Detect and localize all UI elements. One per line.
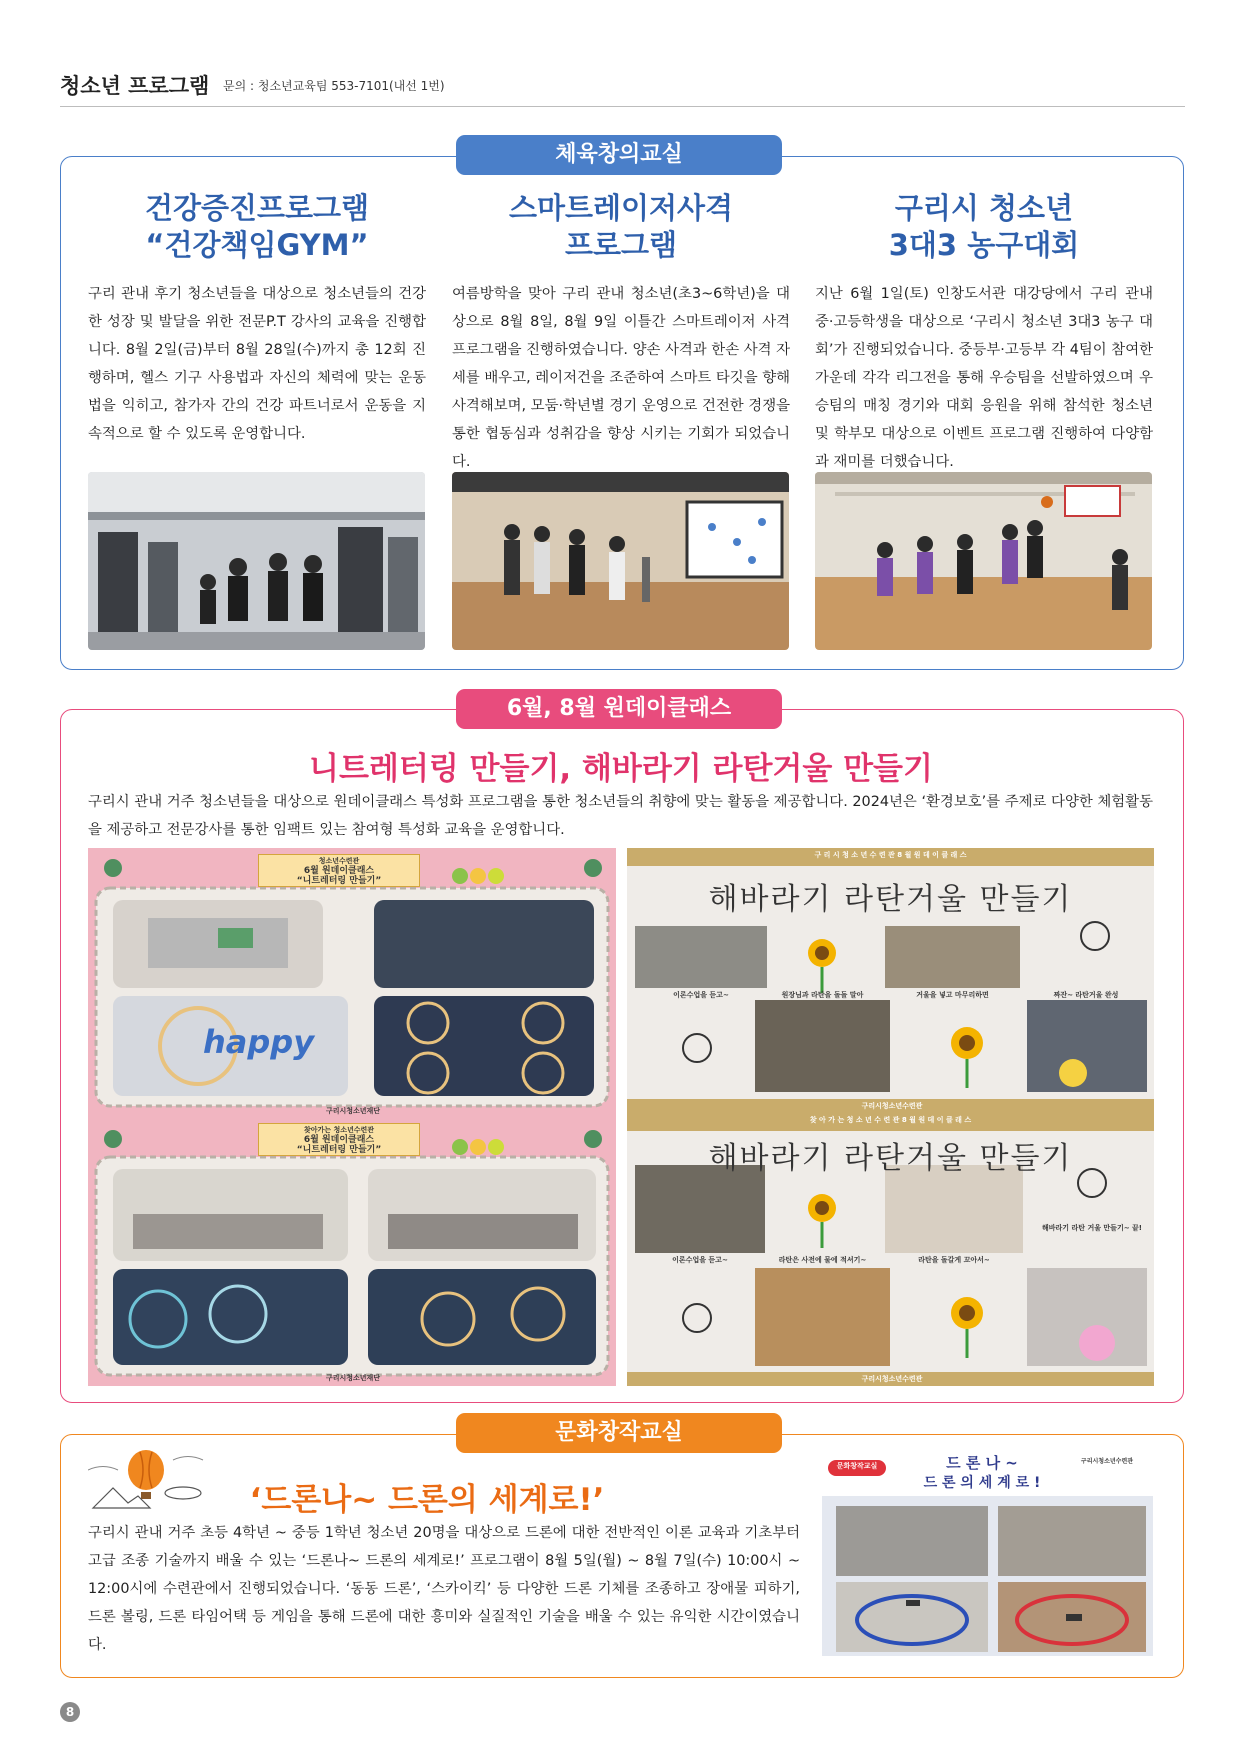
culture-section-tag: 문화창작교실 bbox=[456, 1413, 782, 1453]
rattan-mirror-poster-2 bbox=[627, 1113, 1154, 1386]
rattan-poster-1-caption-3: 거울을 넣고 마무리하면 bbox=[916, 991, 989, 999]
rattan-poster-1-title: 해바라기 라탄거울 만들기 bbox=[708, 882, 1073, 917]
knit-poster-2-banner-line1: 찾아가는 청소년수련관 bbox=[303, 1126, 375, 1134]
rattan-poster-2-caption-3: 라탄을 돌갈게 꼬아서~ bbox=[918, 1256, 990, 1264]
knit-poster-1-banner-line2: 6월 원데이클래스 bbox=[303, 866, 375, 876]
drone-program-title: ‘드론나~ 드론의 세계로!’ bbox=[249, 1482, 605, 1518]
drone-banner-poster bbox=[822, 1448, 1153, 1656]
page-number: 8 bbox=[60, 1702, 80, 1722]
gym-photo bbox=[88, 472, 425, 650]
knit-poster-2-banner-line2: 6월 원데이클래스 bbox=[303, 1135, 375, 1145]
rattan-poster-2-top: 찾 아 가 는 청 소 년 수 련 관 8 월 원 데 이 클 래 스 bbox=[809, 1116, 972, 1124]
knit-poster-1-logo: 구리시청소년재단 bbox=[325, 1107, 381, 1115]
gym-program-title-2: “건강책임GYM” bbox=[145, 228, 369, 262]
laser-program-title-2: 프로그램 bbox=[564, 228, 678, 262]
rattan-poster-1-caption-1: 이론수업을 듣고~ bbox=[673, 991, 729, 999]
basketball-program-title-1: 구리시 청소년 bbox=[894, 191, 1074, 225]
knit-poster-1-banner bbox=[258, 854, 420, 887]
laser-program-title-1: 스마트레이저사격 bbox=[508, 191, 734, 225]
rattan-poster-1-caption-2: 원장님과 라탄을 돌돌 말아 bbox=[781, 991, 864, 999]
laser-program bbox=[452, 190, 790, 476]
knit-lettering-poster-2 bbox=[88, 1119, 616, 1386]
rattan-poster-1-logo: 구리시청소년수련관 bbox=[861, 1102, 923, 1110]
basketball-program-text: 지난 6월 1일(토) 인창도서관 대강당에서 구리 관내 중·고등학생을 대상으로 ‘구리시 청소년 3대3 농구 대회’가 진행되었습니다. 중등부·고등부 각 4팀이 참여한 가운데 각각 리그전을 통해 우승팀을 선발하였으며 우승팀의 매칭 경기와 대회 응원을 위해 참석한 청소년 및 학부모 대상으로 이벤트 프로그램 진행하여 다양함과 재미를 더했습니다. bbox=[815, 286, 1153, 470]
rattan-poster-2-logo: 구리시청소년수련관 bbox=[861, 1375, 923, 1383]
oneday-title: 니트레터링 만들기, 해바라기 라탄거울 만들기 bbox=[309, 751, 933, 787]
knit-poster-1-banner-line1: 청소년수련관 bbox=[318, 857, 360, 865]
rattan-poster-2-caption-1: 이론수업을 듣고~ bbox=[672, 1256, 728, 1264]
rattan-poster-2-title: 해바라기 라탄거울 만들기 bbox=[708, 1141, 1073, 1176]
drone-banner-line1: 드 론 나 ~ bbox=[946, 1454, 1018, 1472]
drone-program-text: 구리시 관내 거주 초등 4학년 ~ 중등 1학년 청소년 20명을 대상으로 드론에 대한 전반적인 이론 교육과 기초부터 고급 조종 기술까지 배울 수 있는 ‘드론나~ 드론의 세계로!’ 프로그램이 8월 5일(월) ~ 8월 7일(수) 10:00시 ~ 12:00시에 수련관에서 진행되었습니다. ‘동동 드론’, ‘스카이킥’ 등 다양한 드론 기체를 조종하고 장애물 피하기, 드론 볼링, 드론 타임어택 등 게임을 통해 드론에 대한 흥미와 실질적인 기술을 배울 수 있는 유익한 시간이였습니다. bbox=[88, 1525, 800, 1653]
rattan-poster-1-caption-4: 짜잔~ 라탄거울 완성 bbox=[1053, 991, 1119, 999]
oneday-section-tag: 6월, 8월 원데이클래스 bbox=[456, 689, 782, 729]
knit-poster-2-banner bbox=[258, 1123, 420, 1156]
knit-poster-1-word: happy bbox=[203, 1023, 315, 1061]
drone-banner-logo: 구리시청소년수련관 bbox=[1080, 1458, 1134, 1465]
contact-info: 문의 : 청소년교육팀 553-7101(내선 1번) bbox=[223, 79, 445, 93]
laser-photo bbox=[452, 472, 789, 650]
knit-poster-1-banner-line3: “니트레터링 만들기” bbox=[296, 876, 382, 886]
page-header bbox=[60, 66, 1185, 107]
knit-poster-2-logo: 구리시청소년재단 bbox=[325, 1374, 381, 1382]
gym-program bbox=[88, 190, 426, 448]
gym-program-text: 구리 관내 후기 청소년들을 대상으로 청소년들의 건강한 성장 및 발달을 위한 전문P.T 강사의 교육을 진행합니다. 8월 2일(금)부터 8월 28일(수)까지 총 12회 진행하며, 헬스 기구 사용법과 자신의 체력에 맞는 운동법을 익히고, 참가자 간의 건강 파트너로서 운동을 지속적으로 할 수 있도록 운영합니다. bbox=[88, 286, 426, 442]
sports-section-tag: 체육창의교실 bbox=[456, 135, 782, 175]
knit-poster-2-banner-line3: “니트레터링 만들기” bbox=[296, 1145, 382, 1155]
section-title: 청소년 프로그램 bbox=[60, 74, 210, 98]
gym-program-title-1: 건강증진프로그램 bbox=[144, 191, 370, 225]
knit-lettering-poster-1 bbox=[88, 848, 616, 1119]
rattan-poster-2-caption-4: 해바라기 라탄 거울 만들기~ 끝! bbox=[1042, 1224, 1142, 1232]
oneday-text: 구리시 관내 거주 청소년들을 대상으로 원데이클래스 특성화 프로그램을 통한 청소년들의 취향에 맞는 활동을 제공합니다. 2024년은 ‘환경보호’를 주제로 다양한 체험활동을 제공하고 전문강사를 통한 임팩트 있는 참여형 특성화 교육을 운영합니다. bbox=[88, 794, 1153, 838]
drone-banner-badge: 문화창작교실 bbox=[836, 1462, 878, 1470]
balloon-illustration bbox=[88, 1448, 208, 1513]
basketball-program-title-2: 3대3 농구대회 bbox=[888, 228, 1080, 262]
rattan-poster-2-caption-2: 라탄은 사전에 물에 적셔기~ bbox=[778, 1256, 867, 1264]
basketball-program bbox=[815, 190, 1153, 476]
drone-banner-line2: 드 론 의 세 계 로 ! bbox=[923, 1475, 1041, 1491]
rattan-mirror-poster-1 bbox=[627, 848, 1154, 1113]
rattan-poster-1-top: 구 리 시 청 소 년 수 련 관 8 월 원 데 이 클 래 스 bbox=[814, 851, 967, 859]
laser-program-text: 여름방학을 맞아 구리 관내 청소년(초3~6학년)을 대상으로 8월 8일, 8월 9일 이틀간 스마트레이저 사격 프로그램을 진행하였습니다. 양손 사격과 한손 사격 자세를 배우고, 레이저건을 조준하여 스마트 타깃을 향해 사격해보며, 모둠·학년별 경기 운영으로 건전한 경쟁을 통한 협동심과 성취감을 향상 시키는 기회가 되었습니다. bbox=[452, 286, 790, 470]
basketball-photo bbox=[815, 472, 1152, 650]
